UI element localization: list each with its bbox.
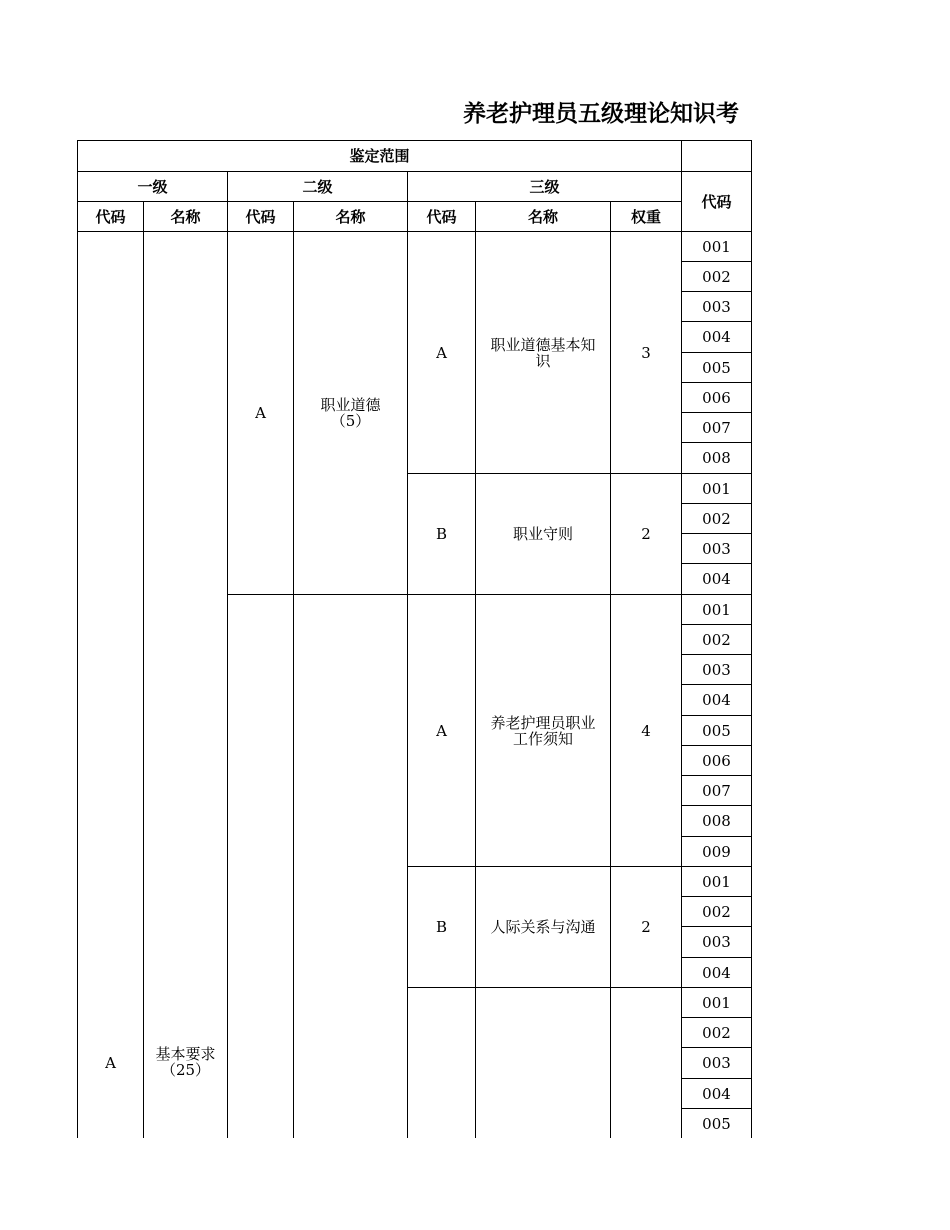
point-code-cell: 007 (681, 775, 751, 805)
header-l1-code: 代码 (77, 201, 143, 231)
header-point-code: 代码 (681, 171, 751, 231)
point-code-cell: 004 (681, 957, 751, 987)
header-scope: 鉴定范围 (77, 140, 681, 171)
level3-weight-5 (610, 987, 681, 1138)
header-l3-weight: 权重 (610, 201, 681, 231)
point-code-cell: 008 (681, 805, 751, 836)
level3-name-3 (475, 594, 610, 866)
point-code-cell: 004 (681, 684, 751, 715)
point-code-cell: 008 (681, 442, 751, 473)
point-code-cell: 002 (681, 1017, 751, 1047)
level3-name-1-text: 职业道德基本知 识 (490, 335, 596, 370)
header-l3-name: 名称 (475, 201, 610, 231)
point-code-cell: 002 (681, 624, 751, 654)
point-code-cell: 005 (681, 352, 751, 382)
level3-weight-1: 3 (610, 231, 681, 473)
knowledge-table (77, 140, 752, 1138)
point-code-cell: 004 (681, 1078, 751, 1108)
level2-name-b (293, 594, 407, 1138)
level1-name-cell (143, 231, 227, 1138)
level2-name-a (293, 231, 407, 594)
point-code-cell: 009 (681, 836, 751, 866)
level3-code-3: A (407, 594, 475, 866)
point-code-cell: 006 (681, 382, 751, 412)
point-code-cell: 006 (681, 745, 751, 775)
level3-weight-2: 2 (610, 473, 681, 594)
point-code-cell: 001 (681, 231, 751, 261)
point-code-cell: 001 (681, 594, 751, 624)
header-l3-code: 代码 (407, 201, 475, 231)
page-title: 养老护理员五级理论知识考 (463, 101, 739, 127)
level1-name: 基本要求 （25） (155, 1045, 216, 1079)
level3-code-1: A (407, 231, 475, 473)
point-code-cell: 002 (681, 261, 751, 291)
level3-code-5 (407, 987, 475, 1138)
point-code-cell: 003 (681, 926, 751, 957)
level2-code-b (227, 594, 293, 1138)
level1-code-cell (77, 231, 143, 1138)
point-code-cell: 004 (681, 321, 751, 352)
point-code-cell: 007 (681, 412, 751, 442)
point-code-cell: 001 (681, 987, 751, 1017)
header-level3: 三级 (407, 171, 681, 201)
point-code-cell: 005 (681, 715, 751, 745)
header-level2: 二级 (227, 171, 407, 201)
level3-code-4: B (407, 866, 475, 987)
level3-code-2: B (407, 473, 475, 594)
point-code-cell: 003 (681, 533, 751, 563)
point-code-cell: 003 (681, 1047, 751, 1078)
point-code-cell: 004 (681, 563, 751, 594)
point-code-cell: 003 (681, 291, 751, 321)
point-code-cell: 005 (681, 1108, 751, 1138)
point-code-cell: 001 (681, 473, 751, 503)
level3-name-3-text: 养老护理员职业 工作须知 (490, 713, 596, 748)
level3-weight-3: 4 (610, 594, 681, 866)
header-blank (681, 140, 751, 171)
level2-code-a: A (227, 231, 293, 594)
level3-name-2: 职业守则 (475, 473, 610, 594)
point-code-cell: 003 (681, 654, 751, 684)
header-l2-name: 名称 (293, 201, 407, 231)
level3-name-4: 人际关系与沟通 (475, 866, 610, 987)
point-code-cell: 002 (681, 896, 751, 926)
header-level1: 一级 (77, 171, 227, 201)
point-code-cell: 001 (681, 866, 751, 896)
level1-code: A (105, 1054, 116, 1072)
header-l2-code: 代码 (227, 201, 293, 231)
point-code-cell: 002 (681, 503, 751, 533)
header-l1-name: 名称 (143, 201, 227, 231)
level2-name-a-text: 职业道德 （5） (320, 396, 381, 430)
level3-name-1 (475, 231, 610, 473)
level3-weight-4: 2 (610, 866, 681, 987)
level3-name-5 (475, 987, 610, 1138)
